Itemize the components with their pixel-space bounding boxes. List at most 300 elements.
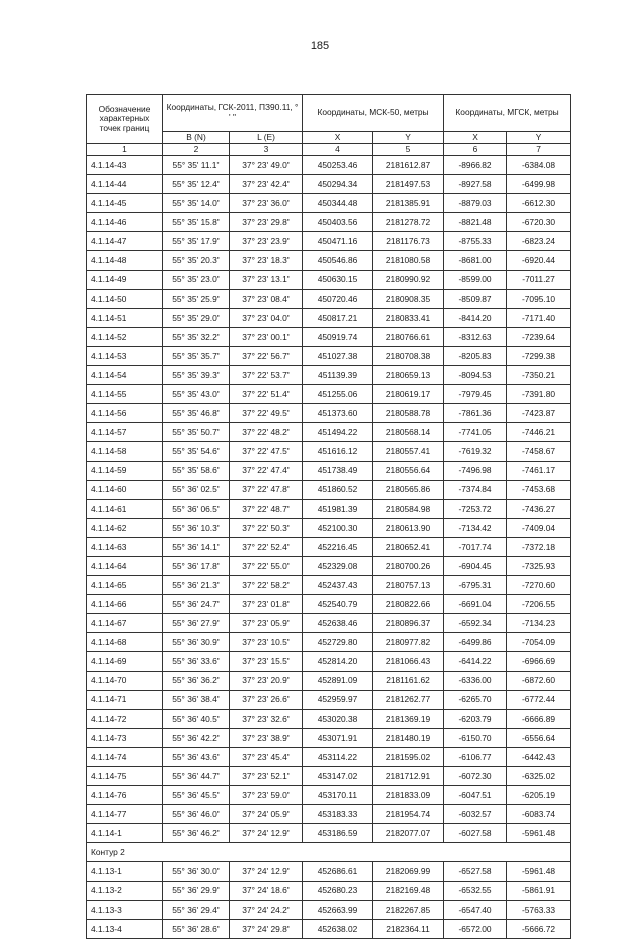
msk-x-cell: 452329.08 <box>303 556 373 575</box>
msk-x-cell: 450630.15 <box>303 270 373 289</box>
mgsk-x-cell: -8312.63 <box>444 327 507 346</box>
mgsk-y-cell: -6612.30 <box>507 194 571 213</box>
table-row <box>87 824 571 843</box>
mgsk-y-cell: -6384.08 <box>507 156 571 175</box>
longitude-l-cell: 37° 23' 42.4" <box>230 175 303 194</box>
mgsk-x-cell: -6795.31 <box>444 576 507 595</box>
latitude-b-cell: 55° 36' 40.5" <box>163 709 230 728</box>
mgsk-y-cell: -7409.04 <box>507 518 571 537</box>
mgsk-y-cell: -7446.21 <box>507 423 571 442</box>
latitude-b-cell: 55° 35' 23.0" <box>163 270 230 289</box>
point-id-cell: 4.1.14-52 <box>87 327 163 346</box>
mgsk-y-cell: -7461.17 <box>507 461 571 480</box>
point-id-cell: 4.1.14-73 <box>87 728 163 747</box>
point-id-cell: 4.1.14-76 <box>87 786 163 805</box>
mgsk-x-cell: -7374.84 <box>444 480 507 499</box>
mgsk-x-cell: -8094.53 <box>444 366 507 385</box>
mgsk-x-cell: -7619.32 <box>444 442 507 461</box>
table-row <box>87 671 571 690</box>
mgsk-y-cell: -5961.48 <box>507 824 571 843</box>
point-id-cell: 4.1.13-3 <box>87 900 163 919</box>
mgsk-y-cell: -6720.30 <box>507 213 571 232</box>
longitude-l-cell: 37° 23' 29.8" <box>230 213 303 232</box>
mgsk-y-cell: -7391.80 <box>507 385 571 404</box>
msk-y-cell: 2180766.61 <box>373 327 444 346</box>
point-id-cell: 4.1.14-69 <box>87 652 163 671</box>
msk-x-cell: 451616.12 <box>303 442 373 461</box>
mgsk-x-cell: -6592.34 <box>444 614 507 633</box>
column-number: 2 <box>163 144 230 156</box>
mgsk-x-cell: -8879.03 <box>444 194 507 213</box>
msk-x-cell: 450253.46 <box>303 156 373 175</box>
header-l: L (E) <box>230 132 303 144</box>
msk-x-cell: 451494.22 <box>303 423 373 442</box>
mgsk-x-cell: -8414.20 <box>444 308 507 327</box>
latitude-b-cell: 55° 35' 39.3" <box>163 366 230 385</box>
msk-x-cell: 451860.52 <box>303 480 373 499</box>
msk-y-cell: 2180613.90 <box>373 518 444 537</box>
table-row <box>87 556 571 575</box>
mgsk-y-cell: -5666.72 <box>507 919 571 938</box>
latitude-b-cell: 55° 36' 14.1" <box>163 537 230 556</box>
msk-y-cell: 2181161.62 <box>373 671 444 690</box>
point-id-cell: 4.1.14-74 <box>87 747 163 766</box>
msk-y-cell: 2181954.74 <box>373 805 444 824</box>
latitude-b-cell: 55° 36' 21.3" <box>163 576 230 595</box>
mgsk-y-cell: -7270.60 <box>507 576 571 595</box>
mgsk-x-cell: -6150.70 <box>444 728 507 747</box>
msk-y-cell: 2181712.91 <box>373 767 444 786</box>
latitude-b-cell: 55° 36' 29.9" <box>163 881 230 900</box>
msk-y-cell: 2181595.02 <box>373 747 444 766</box>
latitude-b-cell: 55° 35' 11.1" <box>163 156 230 175</box>
mgsk-x-cell: -6106.77 <box>444 747 507 766</box>
header-y-mgsk: Y <box>507 132 571 144</box>
mgsk-y-cell: -6556.64 <box>507 728 571 747</box>
point-id-cell: 4.1.14-51 <box>87 308 163 327</box>
point-id-cell: 4.1.13-1 <box>87 862 163 881</box>
column-number-row <box>87 144 571 156</box>
point-id-cell: 4.1.14-53 <box>87 346 163 365</box>
longitude-l-cell: 37° 23' 05.9" <box>230 614 303 633</box>
table-row <box>87 404 571 423</box>
msk-y-cell: 2180822.66 <box>373 595 444 614</box>
mgsk-x-cell: -8509.87 <box>444 289 507 308</box>
column-number: 7 <box>507 144 571 156</box>
longitude-l-cell: 37° 23' 20.9" <box>230 671 303 690</box>
mgsk-x-cell: -6265.70 <box>444 690 507 709</box>
longitude-l-cell: 37° 24' 18.6" <box>230 881 303 900</box>
mgsk-y-cell: -7458.67 <box>507 442 571 461</box>
msk-x-cell: 452891.09 <box>303 671 373 690</box>
longitude-l-cell: 37° 23' 08.4" <box>230 289 303 308</box>
mgsk-x-cell: -8599.00 <box>444 270 507 289</box>
mgsk-y-cell: -6666.89 <box>507 709 571 728</box>
column-number: 6 <box>444 144 507 156</box>
mgsk-y-cell: -6442.43 <box>507 747 571 766</box>
point-id-cell: 4.1.14-47 <box>87 232 163 251</box>
table-row <box>87 767 571 786</box>
mgsk-y-cell: -7299.38 <box>507 346 571 365</box>
header-x-msk: X <box>303 132 373 144</box>
latitude-b-cell: 55° 36' 43.6" <box>163 747 230 766</box>
mgsk-x-cell: -6572.00 <box>444 919 507 938</box>
msk-y-cell: 2181480.19 <box>373 728 444 747</box>
mgsk-y-cell: -6823.24 <box>507 232 571 251</box>
point-id-cell: 4.1.14-70 <box>87 671 163 690</box>
point-id-cell: 4.1.14-57 <box>87 423 163 442</box>
mgsk-y-cell: -7095.10 <box>507 289 571 308</box>
point-id-cell: 4.1.14-45 <box>87 194 163 213</box>
msk-x-cell: 450919.74 <box>303 327 373 346</box>
mgsk-x-cell: -6527.58 <box>444 862 507 881</box>
latitude-b-cell: 55° 35' 54.6" <box>163 442 230 461</box>
mgsk-x-cell: -6027.58 <box>444 824 507 843</box>
mgsk-x-cell: -6336.00 <box>444 671 507 690</box>
latitude-b-cell: 55° 36' 10.3" <box>163 518 230 537</box>
msk-y-cell: 2180557.41 <box>373 442 444 461</box>
longitude-l-cell: 37° 22' 52.4" <box>230 537 303 556</box>
longitude-l-cell: 37° 23' 18.3" <box>230 251 303 270</box>
point-id-cell: 4.1.14-55 <box>87 385 163 404</box>
latitude-b-cell: 55° 35' 29.0" <box>163 308 230 327</box>
mgsk-y-cell: -7325.93 <box>507 556 571 575</box>
mgsk-y-cell: -5763.33 <box>507 900 571 919</box>
mgsk-y-cell: -7423.87 <box>507 404 571 423</box>
table-row <box>87 289 571 308</box>
table-row <box>87 327 571 346</box>
header-mgsk: Координаты, МГСК, метры <box>444 95 571 132</box>
msk-y-cell: 2180588.78 <box>373 404 444 423</box>
mgsk-y-cell: -5961.48 <box>507 862 571 881</box>
msk-y-cell: 2181080.58 <box>373 251 444 270</box>
mgsk-x-cell: -8927.58 <box>444 175 507 194</box>
point-id-cell: 4.1.14-71 <box>87 690 163 709</box>
msk-x-cell: 451981.39 <box>303 499 373 518</box>
point-id-cell: 4.1.14-65 <box>87 576 163 595</box>
point-id-cell: 4.1.14-46 <box>87 213 163 232</box>
msk-y-cell: 2180757.13 <box>373 576 444 595</box>
mgsk-x-cell: -8966.82 <box>444 156 507 175</box>
table-row <box>87 385 571 404</box>
mgsk-x-cell: -7496.98 <box>444 461 507 480</box>
point-id-cell: 4.1.14-43 <box>87 156 163 175</box>
msk-x-cell: 452959.97 <box>303 690 373 709</box>
table-row <box>87 251 571 270</box>
longitude-l-cell: 37° 22' 47.4" <box>230 461 303 480</box>
msk-y-cell: 2180833.41 <box>373 308 444 327</box>
longitude-l-cell: 37° 23' 04.0" <box>230 308 303 327</box>
table-row <box>87 194 571 213</box>
longitude-l-cell: 37° 22' 51.4" <box>230 385 303 404</box>
table-row <box>87 805 571 824</box>
mgsk-x-cell: -6032.57 <box>444 805 507 824</box>
msk-y-cell: 2180568.14 <box>373 423 444 442</box>
msk-x-cell: 452686.61 <box>303 862 373 881</box>
msk-y-cell: 2180652.41 <box>373 537 444 556</box>
longitude-l-cell: 37° 22' 48.7" <box>230 499 303 518</box>
msk-x-cell: 450720.46 <box>303 289 373 308</box>
header-gsk: Координаты, ГСК-2011, ПЗ90.11, ° ' " <box>163 95 303 132</box>
header-designation: Обозначение характерных точек границ <box>87 95 163 144</box>
mgsk-y-cell: -7372.18 <box>507 537 571 556</box>
latitude-b-cell: 55° 36' 27.9" <box>163 614 230 633</box>
point-id-cell: 4.1.14-66 <box>87 595 163 614</box>
table-row <box>87 232 571 251</box>
table-row <box>87 346 571 365</box>
table-row <box>87 900 571 919</box>
table-row <box>87 747 571 766</box>
table-row <box>87 652 571 671</box>
msk-x-cell: 451027.38 <box>303 346 373 365</box>
point-id-cell: 4.1.14-1 <box>87 824 163 843</box>
coordinates-table <box>86 94 571 939</box>
page-number: 185 <box>310 40 330 52</box>
table-row <box>87 614 571 633</box>
point-id-cell: 4.1.14-63 <box>87 537 163 556</box>
latitude-b-cell: 55° 36' 42.2" <box>163 728 230 747</box>
mgsk-x-cell: -8755.33 <box>444 232 507 251</box>
mgsk-x-cell: -7741.05 <box>444 423 507 442</box>
mgsk-y-cell: -6083.74 <box>507 805 571 824</box>
table-row <box>87 518 571 537</box>
table-row <box>87 308 571 327</box>
mgsk-y-cell: -7206.55 <box>507 595 571 614</box>
longitude-l-cell: 37° 23' 38.9" <box>230 728 303 747</box>
table-row <box>87 461 571 480</box>
longitude-l-cell: 37° 23' 59.0" <box>230 786 303 805</box>
table-row <box>87 499 571 518</box>
latitude-b-cell: 55° 35' 43.0" <box>163 385 230 404</box>
mgsk-y-cell: -7134.23 <box>507 614 571 633</box>
point-id-cell: 4.1.14-58 <box>87 442 163 461</box>
mgsk-x-cell: -7979.45 <box>444 385 507 404</box>
mgsk-y-cell: -7171.40 <box>507 308 571 327</box>
mgsk-x-cell: -8821.48 <box>444 213 507 232</box>
msk-x-cell: 452216.45 <box>303 537 373 556</box>
msk-x-cell: 452100.30 <box>303 518 373 537</box>
msk-x-cell: 450471.16 <box>303 232 373 251</box>
msk-x-cell: 452663.99 <box>303 900 373 919</box>
msk-y-cell: 2181833.09 <box>373 786 444 805</box>
longitude-l-cell: 37° 23' 26.6" <box>230 690 303 709</box>
mgsk-x-cell: -7017.74 <box>444 537 507 556</box>
mgsk-y-cell: -6872.60 <box>507 671 571 690</box>
latitude-b-cell: 55° 35' 12.4" <box>163 175 230 194</box>
latitude-b-cell: 55° 35' 46.8" <box>163 404 230 423</box>
msk-y-cell: 2181385.91 <box>373 194 444 213</box>
table-row <box>87 270 571 289</box>
longitude-l-cell: 37° 23' 32.6" <box>230 709 303 728</box>
latitude-b-cell: 55° 36' 46.2" <box>163 824 230 843</box>
msk-x-cell: 450344.48 <box>303 194 373 213</box>
msk-y-cell: 2180896.37 <box>373 614 444 633</box>
msk-x-cell: 451738.49 <box>303 461 373 480</box>
table-row <box>87 728 571 747</box>
msk-x-cell: 453114.22 <box>303 747 373 766</box>
longitude-l-cell: 37° 22' 49.5" <box>230 404 303 423</box>
point-id-cell: 4.1.14-75 <box>87 767 163 786</box>
table-row <box>87 786 571 805</box>
msk-x-cell: 450817.21 <box>303 308 373 327</box>
latitude-b-cell: 55° 35' 15.8" <box>163 213 230 232</box>
point-id-cell: 4.1.13-2 <box>87 881 163 900</box>
msk-y-cell: 2182267.85 <box>373 900 444 919</box>
table-row <box>87 537 571 556</box>
mgsk-y-cell: -6325.02 <box>507 767 571 786</box>
mgsk-y-cell: -7436.27 <box>507 499 571 518</box>
longitude-l-cell: 37° 23' 13.1" <box>230 270 303 289</box>
longitude-l-cell: 37° 24' 24.2" <box>230 900 303 919</box>
mgsk-y-cell: -7239.64 <box>507 327 571 346</box>
table-row <box>87 595 571 614</box>
latitude-b-cell: 55° 36' 28.6" <box>163 919 230 938</box>
mgsk-x-cell: -6904.45 <box>444 556 507 575</box>
msk-y-cell: 2181369.19 <box>373 709 444 728</box>
latitude-b-cell: 55° 35' 20.3" <box>163 251 230 270</box>
longitude-l-cell: 37° 22' 58.2" <box>230 576 303 595</box>
mgsk-x-cell: -6047.51 <box>444 786 507 805</box>
msk-y-cell: 2180908.35 <box>373 289 444 308</box>
point-id-cell: 4.1.13-4 <box>87 919 163 938</box>
longitude-l-cell: 37° 23' 52.1" <box>230 767 303 786</box>
longitude-l-cell: 37° 23' 00.1" <box>230 327 303 346</box>
table-row <box>87 175 571 194</box>
msk-y-cell: 2181262.77 <box>373 690 444 709</box>
longitude-l-cell: 37° 22' 55.0" <box>230 556 303 575</box>
msk-y-cell: 2180659.13 <box>373 366 444 385</box>
point-id-cell: 4.1.14-50 <box>87 289 163 308</box>
longitude-l-cell: 37° 23' 15.5" <box>230 652 303 671</box>
table-row <box>87 366 571 385</box>
msk-x-cell: 452814.20 <box>303 652 373 671</box>
mgsk-x-cell: -7253.72 <box>444 499 507 518</box>
point-id-cell: 4.1.14-64 <box>87 556 163 575</box>
msk-x-cell: 452638.46 <box>303 614 373 633</box>
latitude-b-cell: 55° 35' 25.9" <box>163 289 230 308</box>
msk-x-cell: 451255.06 <box>303 385 373 404</box>
contour-label: Контур 2 <box>87 843 571 862</box>
msk-x-cell: 452540.79 <box>303 595 373 614</box>
point-id-cell: 4.1.14-68 <box>87 633 163 652</box>
point-id-cell: 4.1.14-67 <box>87 614 163 633</box>
column-number: 5 <box>373 144 444 156</box>
latitude-b-cell: 55° 36' 29.4" <box>163 900 230 919</box>
msk-y-cell: 2180584.98 <box>373 499 444 518</box>
header-y-msk: Y <box>373 132 444 144</box>
longitude-l-cell: 37° 23' 49.0" <box>230 156 303 175</box>
msk-y-cell: 2182364.11 <box>373 919 444 938</box>
table-row <box>87 709 571 728</box>
msk-x-cell: 452638.02 <box>303 919 373 938</box>
msk-x-cell: 453020.38 <box>303 709 373 728</box>
longitude-l-cell: 37° 22' 50.3" <box>230 518 303 537</box>
msk-x-cell: 453147.02 <box>303 767 373 786</box>
column-number: 3 <box>230 144 303 156</box>
mgsk-y-cell: -7011.27 <box>507 270 571 289</box>
mgsk-y-cell: -6920.44 <box>507 251 571 270</box>
longitude-l-cell: 37° 23' 23.9" <box>230 232 303 251</box>
mgsk-x-cell: -7134.42 <box>444 518 507 537</box>
table-row <box>87 862 571 881</box>
longitude-l-cell: 37° 24' 12.9" <box>230 862 303 881</box>
latitude-b-cell: 55° 35' 58.6" <box>163 461 230 480</box>
longitude-l-cell: 37° 23' 36.0" <box>230 194 303 213</box>
mgsk-x-cell: -8205.83 <box>444 346 507 365</box>
mgsk-x-cell: -6547.40 <box>444 900 507 919</box>
mgsk-x-cell: -8681.00 <box>444 251 507 270</box>
header-b: B (N) <box>163 132 230 144</box>
msk-y-cell: 2180700.26 <box>373 556 444 575</box>
longitude-l-cell: 37° 24' 29.8" <box>230 919 303 938</box>
msk-y-cell: 2181497.53 <box>373 175 444 194</box>
point-id-cell: 4.1.14-72 <box>87 709 163 728</box>
latitude-b-cell: 55° 35' 17.9" <box>163 232 230 251</box>
msk-y-cell: 2180977.82 <box>373 633 444 652</box>
column-number: 4 <box>303 144 373 156</box>
latitude-b-cell: 55° 36' 38.4" <box>163 690 230 709</box>
msk-y-cell: 2182169.48 <box>373 881 444 900</box>
latitude-b-cell: 55° 36' 30.9" <box>163 633 230 652</box>
latitude-b-cell: 55° 35' 50.7" <box>163 423 230 442</box>
table-row <box>87 156 571 175</box>
longitude-l-cell: 37° 24' 05.9" <box>230 805 303 824</box>
latitude-b-cell: 55° 36' 17.8" <box>163 556 230 575</box>
longitude-l-cell: 37° 23' 01.8" <box>230 595 303 614</box>
mgsk-x-cell: -6203.79 <box>444 709 507 728</box>
table-row <box>87 690 571 709</box>
point-id-cell: 4.1.14-60 <box>87 480 163 499</box>
mgsk-y-cell: -6205.19 <box>507 786 571 805</box>
msk-y-cell: 2181066.43 <box>373 652 444 671</box>
header-row <box>87 95 571 132</box>
mgsk-x-cell: -6691.04 <box>444 595 507 614</box>
msk-y-cell: 2181176.73 <box>373 232 444 251</box>
latitude-b-cell: 55° 36' 24.7" <box>163 595 230 614</box>
latitude-b-cell: 55° 36' 33.6" <box>163 652 230 671</box>
msk-x-cell: 452729.80 <box>303 633 373 652</box>
msk-x-cell: 453071.91 <box>303 728 373 747</box>
point-id-cell: 4.1.14-62 <box>87 518 163 537</box>
header-msk: Координаты, МСК-50, метры <box>303 95 444 132</box>
table-row <box>87 213 571 232</box>
msk-y-cell: 2180708.38 <box>373 346 444 365</box>
mgsk-y-cell: -5861.91 <box>507 881 571 900</box>
latitude-b-cell: 55° 36' 44.7" <box>163 767 230 786</box>
msk-x-cell: 452680.23 <box>303 881 373 900</box>
header-x-mgsk: X <box>444 132 507 144</box>
point-id-cell: 4.1.14-48 <box>87 251 163 270</box>
point-id-cell: 4.1.14-56 <box>87 404 163 423</box>
msk-y-cell: 2182077.07 <box>373 824 444 843</box>
mgsk-x-cell: -6499.86 <box>444 633 507 652</box>
latitude-b-cell: 55° 36' 36.2" <box>163 671 230 690</box>
msk-y-cell: 2181612.87 <box>373 156 444 175</box>
msk-y-cell: 2180990.92 <box>373 270 444 289</box>
msk-x-cell: 451139.39 <box>303 366 373 385</box>
table-row <box>87 633 571 652</box>
mgsk-y-cell: -6499.98 <box>507 175 571 194</box>
mgsk-y-cell: -7054.09 <box>507 633 571 652</box>
latitude-b-cell: 55° 36' 45.5" <box>163 786 230 805</box>
contour-row <box>87 843 571 862</box>
table-row <box>87 919 571 938</box>
longitude-l-cell: 37° 22' 56.7" <box>230 346 303 365</box>
msk-y-cell: 2180556.64 <box>373 461 444 480</box>
longitude-l-cell: 37° 22' 47.5" <box>230 442 303 461</box>
msk-y-cell: 2181278.72 <box>373 213 444 232</box>
mgsk-y-cell: -6966.69 <box>507 652 571 671</box>
